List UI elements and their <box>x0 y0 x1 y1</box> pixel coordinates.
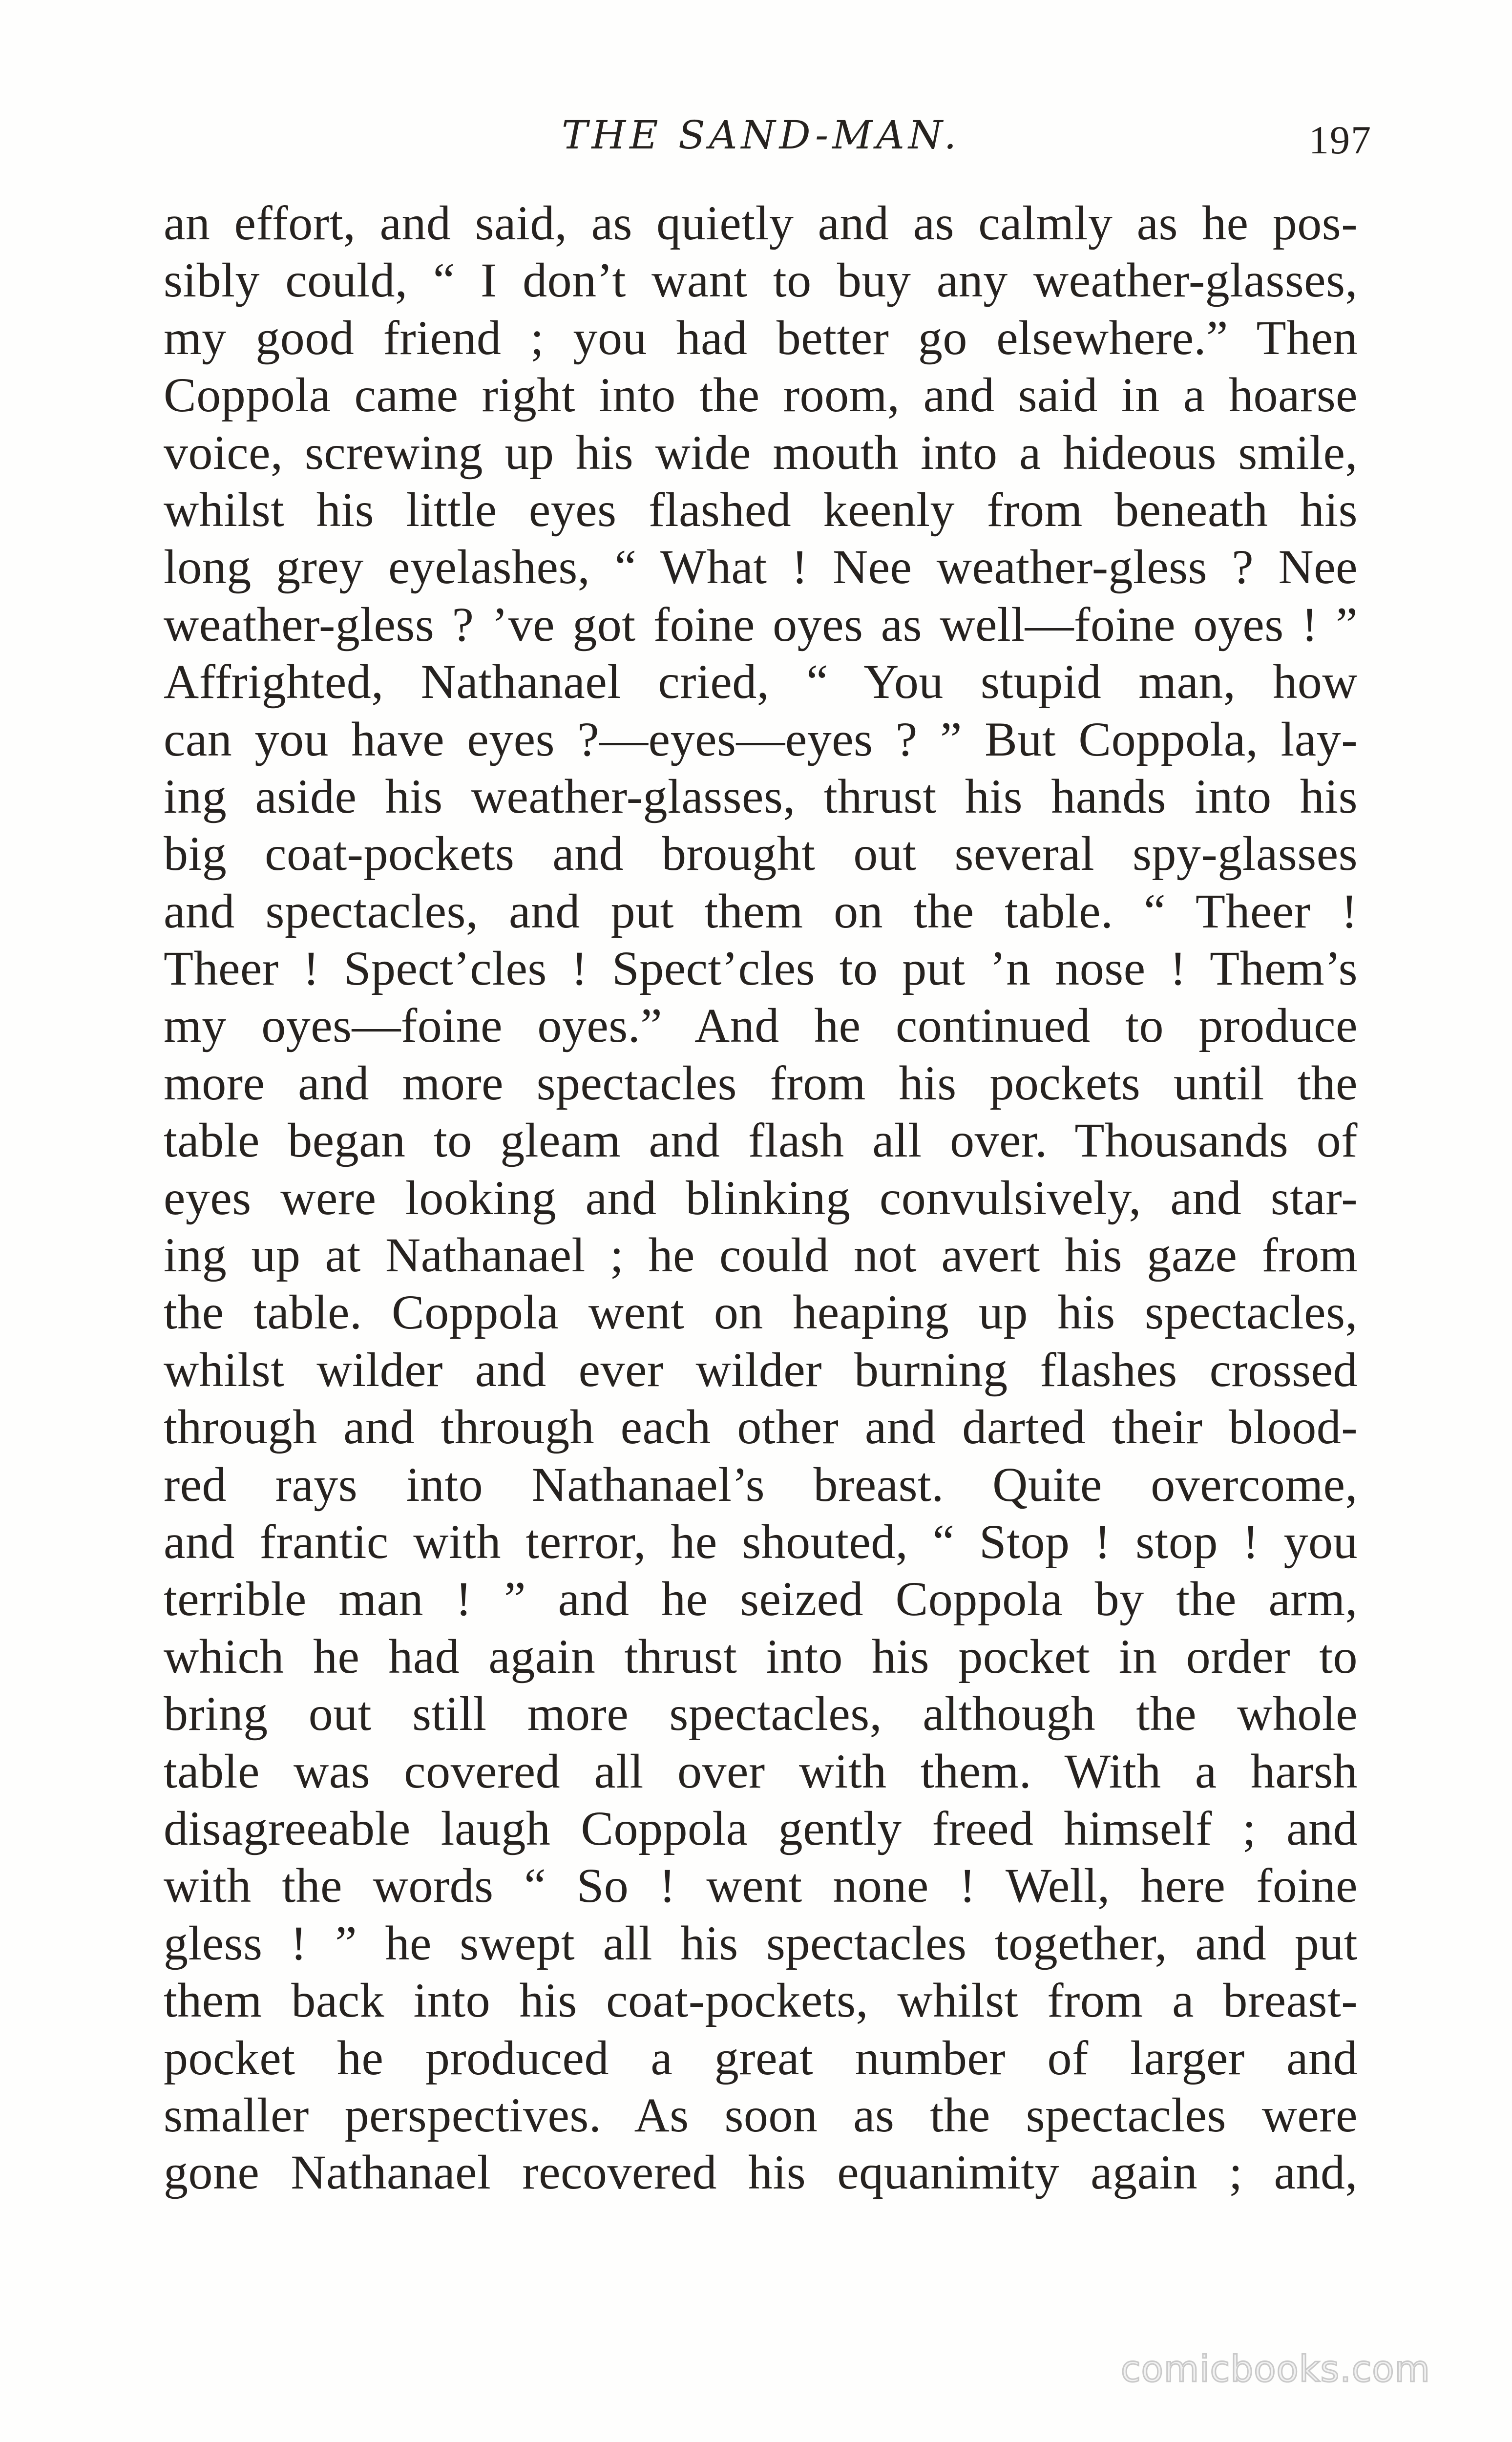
text-line: and frantic with terror, he shouted, “ Stop ! stop ! you <box>164 1514 1358 1569</box>
text-line: big coat-pockets and brought out several spy-glasses <box>164 826 1358 881</box>
text-line: gless ! ” he swept all his spectacles together, and put <box>164 1916 1358 1970</box>
watermark: comicbooks.com <box>1121 2348 1430 2390</box>
body-text <box>164 194 1358 2201</box>
text-line: Theer ! Spect’cles ! Spect’cles to put ’n nose ! Them’s <box>164 941 1358 996</box>
text-line: gone Nathanael recovered his equanimity again ; and, <box>164 2145 1358 2200</box>
text-line: ing aside his weather-glasses, thrust his hands into his <box>164 769 1358 823</box>
text-line: an effort, and said, as quietly and as calmly as he pos- <box>164 196 1358 250</box>
text-line: whilst wilder and ever wilder burning flashes crossed <box>164 1342 1358 1397</box>
text-line: my oyes—foine oyes.” And he continued to produce <box>164 998 1358 1053</box>
text-line: sibly could, “ I don’t want to buy any weather-glasses, <box>164 253 1358 308</box>
text-line: table was covered all over with them. With a harsh <box>164 1744 1358 1798</box>
text-line: with the words “ So ! went none ! Well, here foine <box>164 1858 1358 1913</box>
text-line: more and more spectacles from his pockets until the <box>164 1055 1358 1110</box>
text-line: which he had again thrust into his pocket in order to <box>164 1629 1358 1684</box>
page-number: 197 <box>1309 118 1372 162</box>
text-line: ing up at Nathanael ; he could not avert his gaze from <box>164 1228 1358 1283</box>
text-line: pocket he produced a great number of larger and <box>164 2030 1358 2085</box>
text-line: can you have eyes ?—eyes—eyes ? ” But Coppola, lay- <box>164 712 1358 766</box>
text-line: through and through each other and darted their blood- <box>164 1400 1358 1454</box>
text-line: red rays into Nathanael’s breast. Quite overcome, <box>164 1457 1358 1512</box>
text-line: them back into his coat-pockets, whilst from a breast- <box>164 1973 1358 2028</box>
text-line: Affrighted, Nathanael cried, “ You stupid man, how <box>164 654 1358 709</box>
text-line: the table. Coppola went on heaping up his spectacles, <box>164 1285 1358 1340</box>
text-line: table began to gleam and flash all over. Thousands of <box>164 1113 1358 1168</box>
text-line: weather-gless ? ’ve got foine oyes as well—foine oyes ! ” <box>164 597 1358 652</box>
text-line: long grey eyelashes, “ What ! Nee weather-gless ? Nee <box>164 540 1358 594</box>
text-line: my good friend ; you had better go elsewhere.” Then <box>164 310 1358 365</box>
text-line: eyes were looking and blinking convulsively, and star- <box>164 1170 1358 1225</box>
text-line: and spectacles, and put them on the table. “ Theer ! <box>164 884 1358 938</box>
running-title: THE SAND-MAN. <box>562 112 961 158</box>
text-line: Coppola came right into the room, and said in a hoarse <box>164 368 1358 422</box>
text-line: whilst his little eyes flashed keenly from beneath his <box>164 482 1358 537</box>
text-line: disagreeable laugh Coppola gently freed himself ; and <box>164 1801 1358 1855</box>
text-line: voice, screwing up his wide mouth into a hideous smile, <box>164 425 1358 480</box>
text-line: bring out still more spectacles, although the whole <box>164 1686 1358 1741</box>
text-line: terrible man ! ” and he seized Coppola by the arm, <box>164 1572 1358 1626</box>
text-line: smaller perspectives. As soon as the spectacles were <box>164 2087 1358 2142</box>
